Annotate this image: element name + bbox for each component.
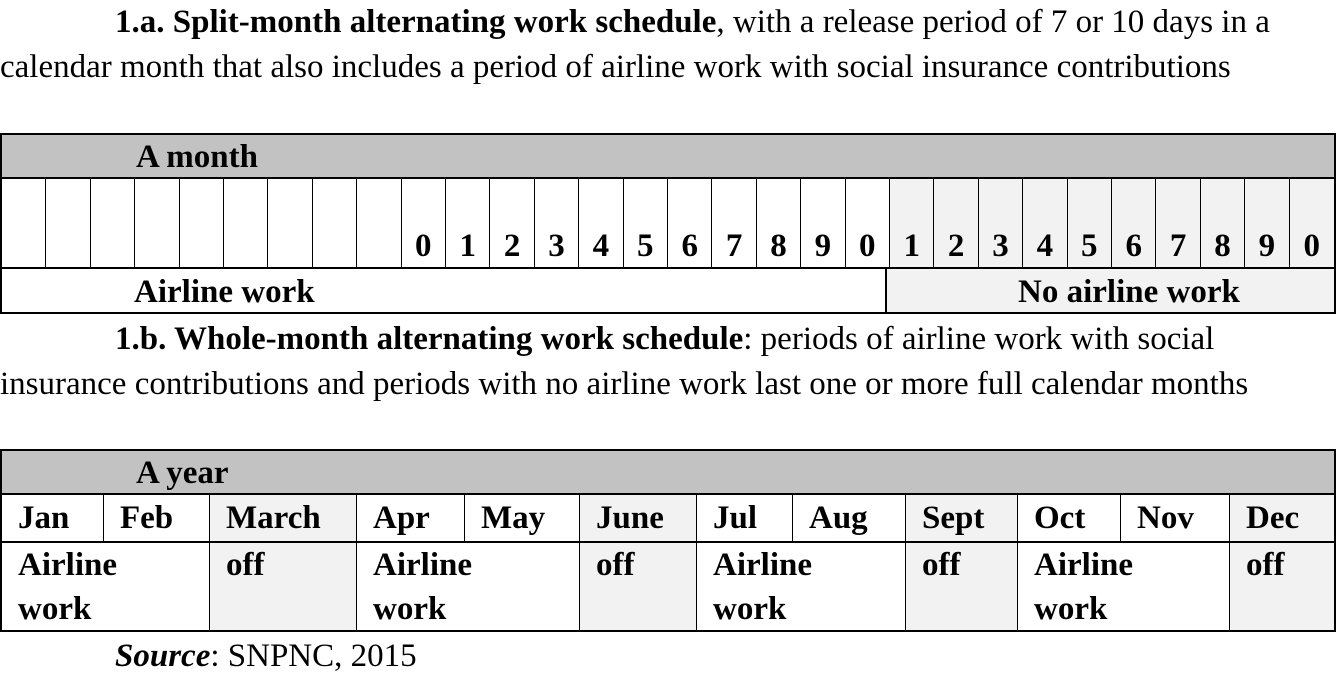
day-cell: 0 bbox=[402, 179, 446, 267]
month-cell: Dec bbox=[1230, 495, 1334, 541]
airline-work-period bbox=[697, 543, 906, 630]
empty-day-cell bbox=[313, 179, 357, 267]
month-cell: Apr bbox=[357, 495, 465, 541]
empty-day-cell bbox=[268, 179, 312, 267]
month-cell: March bbox=[210, 495, 357, 541]
month-cell: Nov bbox=[1121, 495, 1230, 541]
off-period: off bbox=[580, 543, 697, 630]
section-b-heading: 1.b. Whole-month alternating work schedule bbox=[115, 321, 744, 357]
day-cell: 7 bbox=[1156, 179, 1200, 267]
empty-day-cell bbox=[357, 179, 401, 267]
empty-day-cell bbox=[91, 179, 135, 267]
month-cell: Sept bbox=[906, 495, 1018, 541]
day-cell: 4 bbox=[1023, 179, 1067, 267]
period-line-2: work bbox=[373, 591, 447, 627]
period-line-1: Airline bbox=[1034, 547, 1133, 583]
day-cell: 8 bbox=[1201, 179, 1245, 267]
section-b-text: : periods of airline work with social insurance contributions and periods with no airline work last one or more full calendar months bbox=[0, 321, 1249, 402]
month-cell: Aug bbox=[793, 495, 906, 541]
year-table-header: A year bbox=[2, 451, 1334, 494]
empty-day-cell bbox=[2, 179, 46, 267]
empty-day-cell bbox=[46, 179, 90, 267]
day-cell: 8 bbox=[757, 179, 801, 267]
airline-work-label: Airline work bbox=[134, 274, 315, 310]
empty-day-cell bbox=[135, 179, 179, 267]
period-line-2: work bbox=[713, 591, 787, 627]
source-label: Source bbox=[115, 638, 211, 674]
source-text: : SNPNC, 2015 bbox=[210, 638, 417, 674]
no-airline-work-label: No airline work bbox=[1018, 274, 1240, 310]
day-cell: 2 bbox=[934, 179, 978, 267]
source-note bbox=[115, 634, 417, 678]
work-off-divider bbox=[885, 267, 887, 313]
period-line-1: Airline bbox=[713, 547, 812, 583]
off-period: off bbox=[210, 543, 357, 630]
day-cell: 5 bbox=[624, 179, 668, 267]
section-a-heading: 1.a. Split-month alternating work schedule bbox=[115, 4, 717, 40]
day-cell: 1 bbox=[446, 179, 490, 267]
day-cell: 6 bbox=[1112, 179, 1156, 267]
month-cell: Jan bbox=[2, 495, 104, 541]
off-period: off bbox=[1230, 543, 1334, 630]
month-cell: Feb bbox=[104, 495, 210, 541]
day-cell: 0 bbox=[846, 179, 890, 267]
section-b-paragraph bbox=[0, 317, 1336, 406]
off-period: off bbox=[906, 543, 1018, 630]
day-cell: 1 bbox=[890, 179, 934, 267]
day-cell: 0 bbox=[1290, 179, 1334, 267]
month-cell: June bbox=[580, 495, 697, 541]
day-cell: 5 bbox=[1068, 179, 1112, 267]
month-table-header: A month bbox=[2, 135, 1334, 178]
month-cell: Oct bbox=[1018, 495, 1121, 541]
month-cell: Jul bbox=[697, 495, 793, 541]
section-a-paragraph bbox=[0, 0, 1336, 89]
empty-day-cell bbox=[180, 179, 224, 267]
airline-work-period bbox=[1018, 543, 1230, 630]
day-cell: 9 bbox=[801, 179, 845, 267]
day-cell: 6 bbox=[668, 179, 712, 267]
day-cell: 7 bbox=[712, 179, 756, 267]
period-line-1: Airline bbox=[373, 547, 472, 583]
period-line-2: work bbox=[18, 591, 92, 627]
day-cell: 3 bbox=[979, 179, 1023, 267]
day-cell: 2 bbox=[490, 179, 534, 267]
period-line-1: Airline bbox=[18, 547, 117, 583]
day-cell: 9 bbox=[1245, 179, 1289, 267]
airline-work-period bbox=[2, 543, 210, 630]
day-cell: 3 bbox=[535, 179, 579, 267]
airline-work-period bbox=[357, 543, 580, 630]
empty-day-cell bbox=[224, 179, 268, 267]
period-line-2: work bbox=[1034, 591, 1108, 627]
day-cell: 4 bbox=[579, 179, 623, 267]
month-cell: May bbox=[465, 495, 580, 541]
month-row-divider bbox=[0, 541, 1336, 543]
section-a-text: , with a release period of 7 or 10 days in a calendar month that also includes a period of airline work with social insurance contributions bbox=[0, 4, 1270, 85]
